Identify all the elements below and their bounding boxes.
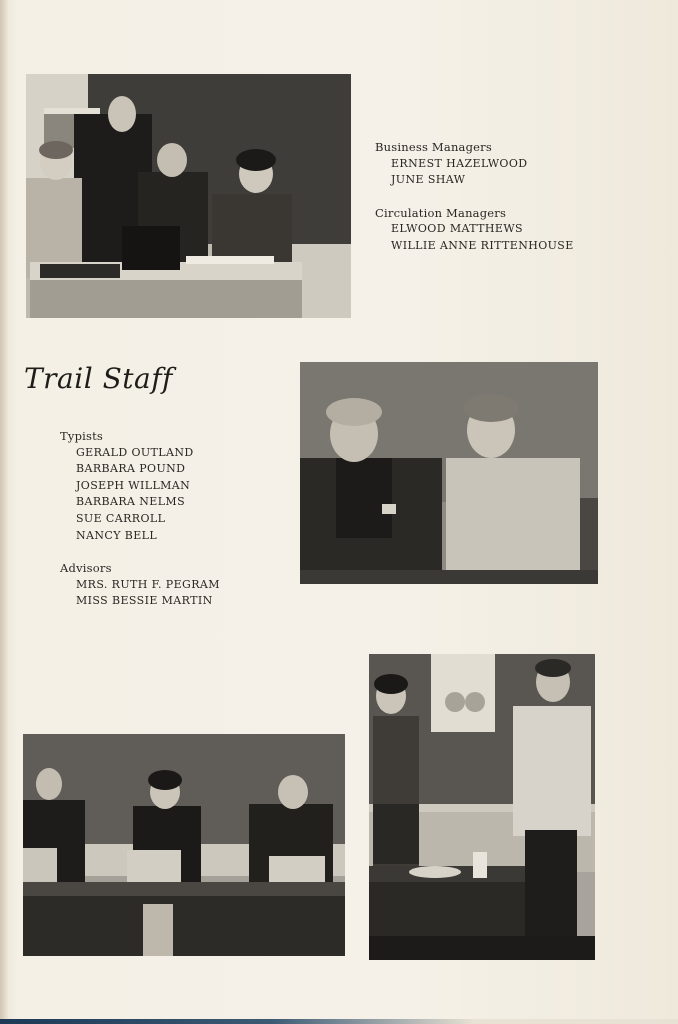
- business-managers-heading: Business Managers: [375, 140, 492, 154]
- page-bottom-edge: [0, 1019, 678, 1024]
- typist-name: BARBARA POUND: [76, 462, 186, 476]
- business-manager-name: JUNE SHAW: [391, 173, 466, 187]
- circulation-managers-group: [375, 205, 574, 255]
- business-managers-group: [375, 139, 574, 189]
- photo-managers: [26, 74, 351, 318]
- circulation-managers-heading: Circulation Managers: [375, 205, 507, 220]
- business-manager-name: ERNEST HAZELWOOD: [391, 156, 528, 170]
- photo-chalkboard: [369, 654, 595, 960]
- typist-name: GERALD OUTLAND: [76, 445, 194, 459]
- typists-advisors-caption: [60, 428, 220, 626]
- photo-advisors: [300, 362, 598, 584]
- typists-group: [60, 428, 220, 544]
- photo-typists: [23, 734, 345, 956]
- managers-caption: [375, 139, 574, 271]
- page-spine-shadow: [0, 0, 8, 1024]
- advisors-group: [60, 560, 220, 610]
- typist-name: BARBARA NELMS: [76, 495, 186, 509]
- typist-name: SUE CARROLL: [76, 511, 166, 525]
- circulation-manager-name: WILLIE ANNE RITTENHOUSE: [391, 238, 574, 252]
- advisor-name: MRS. RUTH F. PEGRAM: [76, 577, 220, 591]
- advisors-heading: Advisors: [60, 561, 112, 576]
- advisor-name: MISS BESSIE MARTIN: [76, 594, 213, 608]
- typist-name: JOSEPH WILLMAN: [76, 478, 191, 492]
- typists-heading: Typists: [60, 429, 104, 443]
- section-title: Trail Staff: [24, 362, 173, 395]
- typist-name: NANCY BELL: [76, 528, 158, 542]
- circulation-manager-name: ELWOOD MATTHEWS: [391, 222, 523, 236]
